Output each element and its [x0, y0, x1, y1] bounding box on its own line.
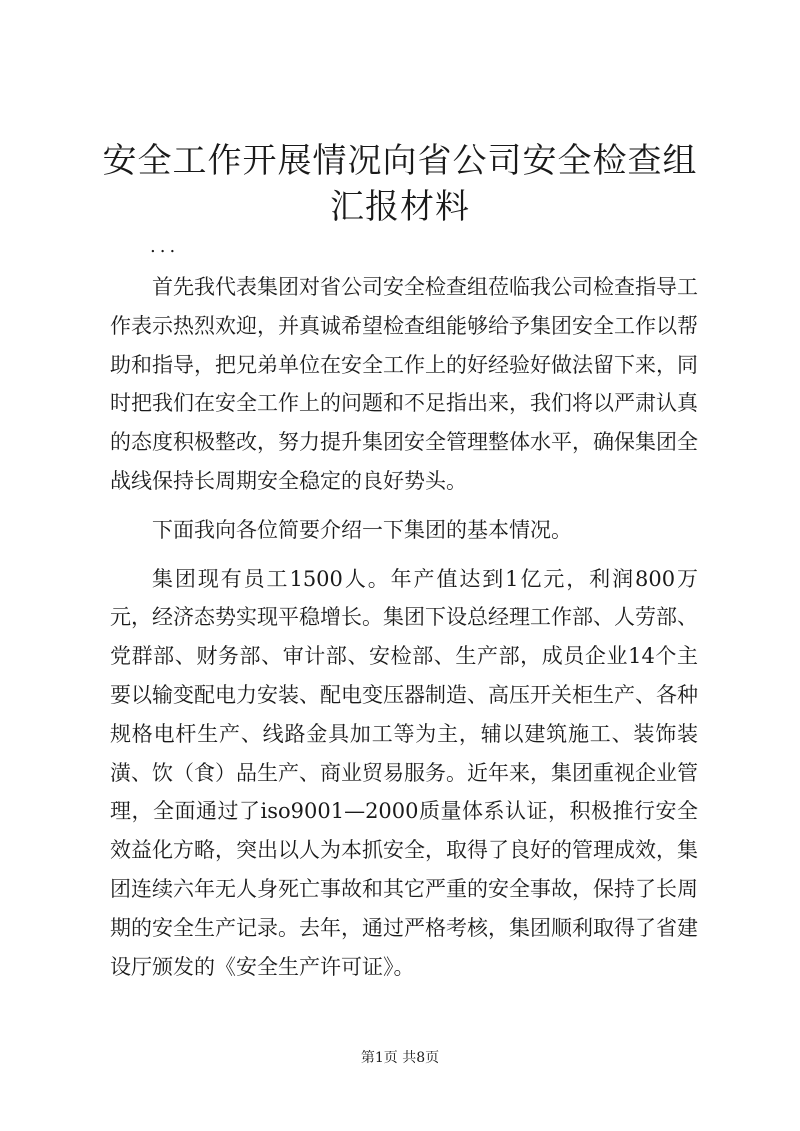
document-title: 安全工作开展情况向省公司安全检查组汇报材料 — [102, 141, 698, 227]
paragraph-intro: 下面我向各位简要介绍一下集团的基本情况。 — [152, 517, 572, 542]
page-number: 第1页 共8页 — [360, 1050, 440, 1066]
document-body — [110, 268, 698, 996]
paragraph-overview: 集团现有员工1500人。年产值达到1亿元，利润800万元，经济态势实现平稳增长。集团下设总经理工作部、人劳部、党群部、财务部、审计部、安检部、生产部，成员企业14个主要以输变配电力安装、配电变压器制造、高压开关柜生产、各种规格电杆生产、线路金具加工等为主，辅以建筑施工、装饰装潢、饮（食）品生产、商业贸易服务。近年来，集团重视企业管理，全面通过了iso9001—2000质量体系认证，积极推行安全效益化方略，突出以人为本抓安全，取得了良好的管理成效，集团连续六年无人身死亡事故和其它严重的安全事故，保持了长周期的安全生产记录。去年，通过严格考核，集团顺利取得了省建设厅颁发的《安全生产许可证》。 — [110, 566, 698, 979]
paragraph-welcome: 首先我代表集团对省公司安全检查组莅临我公司检查指导工作表示热烈欢迎，并真诚希望检查组能够给予集团安全工作以帮助和指导，把兄弟单位在安全工作上的好经验好做法留下来，同时把我们在安全工作上的问题和不足指出来，我们将以严肃认真的态度积极整改，努力提升集团安全管理整体水平，确保集团全战线保持长周期安全稳定的良好势头。 — [110, 275, 698, 493]
ellipsis-text: ... — [150, 236, 180, 257]
